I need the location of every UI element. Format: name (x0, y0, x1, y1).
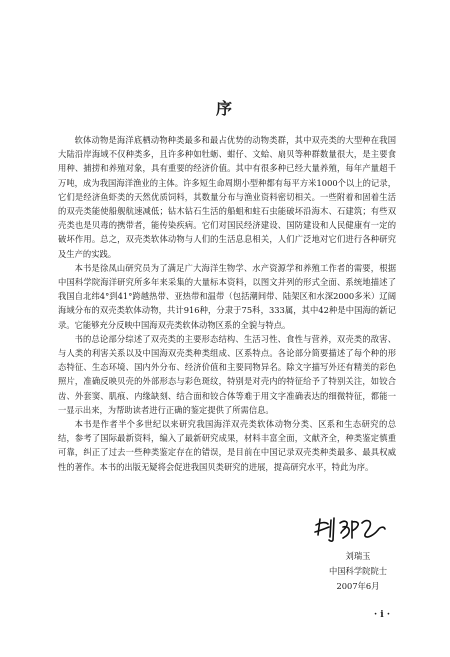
preface-title: 序 (215, 99, 234, 118)
signature-block (298, 549, 418, 594)
paragraph: 本书是作者半个多世纪以来研究我国海洋双壳类软体动物分类、区系和生态研究的总结，参考了国际最新资料，编入了最新研究成果，材料丰富全面，文献齐全，种类鉴定慎重可靠，纠正了过去一些种类鉴定存在的错误，是目前在中国记录双壳类种类最多、最具权威性的著作。本书的出版无疑将会促进我国贝类研究的进展，提高研究水平，特此为序。 (58, 419, 396, 472)
paragraph: 软体动物是海洋底栖动物种类最多和最占优势的动物类群，其中双壳类的大型种在我国大陆沿岸海域不仅种类多，且许多种如牡蛎、蚶仔、文蛤、扇贝等种群数量很大，是主要食用种、捕捞和养殖对象，具有重要的经济价值。其中有很多种已经大量养殖，每年产量超千万吨，成为我国海洋渔业的主体。许多短生命周期小型种都有每平方米1000个以上的记录，它们是经济鱼虾类的天然优质饲料，其数量分布与渔业资料密切相关。一些附着和固着生活的双壳类能使船舰航速减低；钻木钻石生活的船蛆和蛀石虫能破坏沿海木、石建筑；有些双壳类也是贝毒的携带者，能传染疾病。它们对国民经济建设、国防建设和人民健康有一定的破坏作用。总之，双壳类软体动物与人们的生活息息相关，人们广泛地对它们进行各种研究及生产的实践。 (58, 135, 396, 259)
paragraph: 书的总论部分综述了双壳类的主要形态结构、生活习性、食性与营养，双壳类的敌害、与人类的利害关系以及中国海双壳类种类组成、区系特点。各论部分简要描述了每个种的形态特征、生态环境、国内外分布、经济价值和主要同物异名。除文字描写外还有精美的彩色照片，准确反映贝壳的外部形态与彩色斑纹，特别是对壳内的特征给予了特别关注，如铰合齿、外套窦、肌痕、内缘缺刻、结合面和铰合体等难于用文字准确表达的细微特征，都能一一显示出来，为帮助读者进行正确的鉴定提供了所需信息。 (58, 333, 396, 415)
author-title: 中国科学院院士 (328, 566, 388, 576)
signature-date: 2007年6月 (336, 581, 380, 591)
paragraph: 本书是徐凤山研究员为了满足广大海洋生物学、水产资源学和养殖工作者的需要，根据中国科学院海洋研究所多年来采集的大量标本资料，以图文并列的形式全面、系统地描述了我国自北纬4°到41°跨越热带、亚热带和温带（包括潮间带、陆架区和水深2000多米）辽阔海域分布的双壳类软体动物，共计916种，分隶于75科，333属，其中42种是中国海的新记录。它能够充分反映中国海双壳类软体动物区系的全貌与特点。 (58, 262, 396, 330)
author-name: 刘瑞玉 (345, 551, 371, 561)
handwritten-signature (312, 513, 388, 547)
preface-body (58, 133, 396, 474)
page-number: · i · (374, 610, 390, 620)
